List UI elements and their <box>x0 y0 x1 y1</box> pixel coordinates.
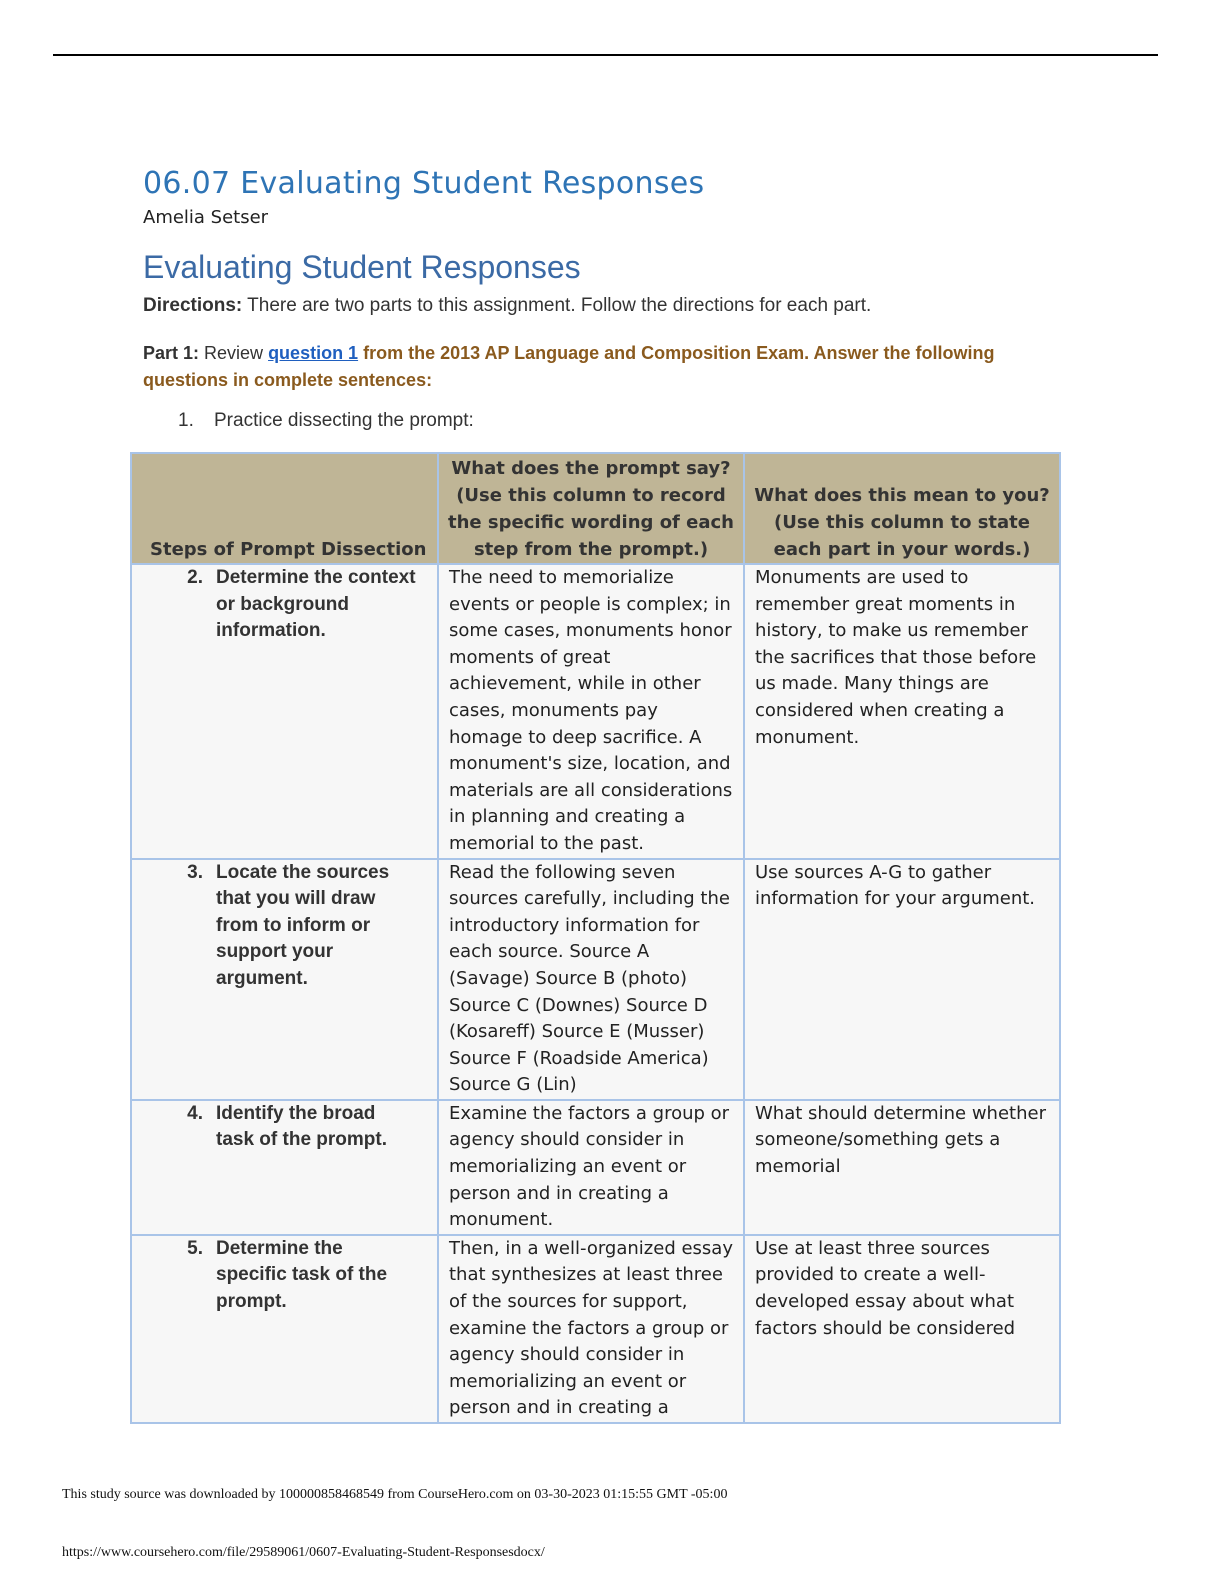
meaning-cell: Use sources A-G to gather information for your argument. <box>744 859 1060 1100</box>
meaning-cell: What should determine whether someone/something gets a memorial <box>744 1100 1060 1235</box>
directions-text: There are two parts to this assignment. Follow the directions for each part. <box>242 295 872 316</box>
prompt-cell: Then, in a well-organized essay that synthesizes at least three of the sources for support, examine the factors a group or agency should consider in memorializing an event or person and in creating a <box>438 1235 744 1423</box>
header-prompt-says: What does the prompt say? (Use this column to record the specific wording of each step from the prompt.) <box>438 453 744 564</box>
section-title: Evaluating Student Responses <box>143 249 581 285</box>
step-number: 5. <box>187 1237 203 1259</box>
header-steps: Steps of Prompt Dissection <box>131 453 438 564</box>
step-1-text: Practice dissecting the prompt: <box>214 410 474 431</box>
document-title: 06.07 Evaluating Student Responses <box>143 166 705 201</box>
step-cell <box>131 1235 438 1423</box>
header-meaning: What does this mean to you? (Use this column to state each part in your words.) <box>744 453 1060 564</box>
meaning-cell: Use at least three sources provided to create a well-developed essay about what factors should be considered <box>744 1235 1060 1423</box>
prompt-dissection-table <box>130 452 1061 1424</box>
step-cell <box>131 1100 438 1235</box>
table-row <box>131 859 1060 1100</box>
step-cell <box>131 564 438 859</box>
step-text: Determine the context or background information. <box>216 567 416 642</box>
part1-review: Review <box>199 343 269 363</box>
step-1 <box>178 410 474 432</box>
part1-label: Part 1: <box>143 343 200 363</box>
table-row <box>131 1235 1060 1423</box>
step-text: Determine the specific task of the prompt. <box>216 1237 388 1313</box>
step-number: 4. <box>187 1102 203 1124</box>
step-text: Identify the broad task of the prompt. <box>216 1102 388 1151</box>
prompt-cell: The need to memorialize events or people is complex; in some cases, monuments honor moments of great achievement, while in other cases, monuments pay homage to deep sacrifice. A monument's size, location, and materials are all considerations in planning and creating a memorial to the past. <box>438 564 744 859</box>
author-name: Amelia Setser <box>143 207 269 228</box>
directions-paragraph <box>143 295 1103 317</box>
table-row <box>131 564 1060 859</box>
source-url: https://www.coursehero.com/file/29589061/0607-Evaluating-Student-Responsesdocx/ <box>62 1545 545 1560</box>
step-cell <box>131 859 438 1100</box>
step-number: 2. <box>187 567 203 588</box>
directions-label: Directions: <box>143 295 243 316</box>
meaning-cell: Monuments are used to remember great moments in history, to make us remember the sacrifices that those before us made. Many things are considered when creating a monument. <box>744 564 1060 859</box>
part1-instructions: from the 2013 AP Language and Composition Exam. Answer the following questions in complete sentences: <box>143 343 995 390</box>
step-number: 3. <box>187 861 203 883</box>
table-row <box>131 1100 1060 1235</box>
prompt-cell: Read the following seven sources carefully, including the introductory information for each source. Source A (Savage) Source B (photo) Source C (Downes) Source D (Kosareff) Source E (Musser) Source F (Roadside America) Source G (Lin) <box>438 859 744 1100</box>
download-notice: This study source was downloaded by 100000858468549 from CourseHero.com on 03-30-2023 01:15:55 GMT -05:00 <box>62 1487 728 1502</box>
prompt-cell: Examine the factors a group or agency should consider in memorializing an event or person and in creating a monument. <box>438 1100 744 1235</box>
header-rule <box>53 54 1158 56</box>
step-text: Locate the sources that you will draw from to inform or support your argument. <box>216 861 390 989</box>
question-1-link[interactable]: question 1 <box>268 343 359 363</box>
table-header-row <box>131 453 1060 564</box>
part1-paragraph <box>143 340 1083 394</box>
step-1-number: 1. <box>178 410 194 431</box>
